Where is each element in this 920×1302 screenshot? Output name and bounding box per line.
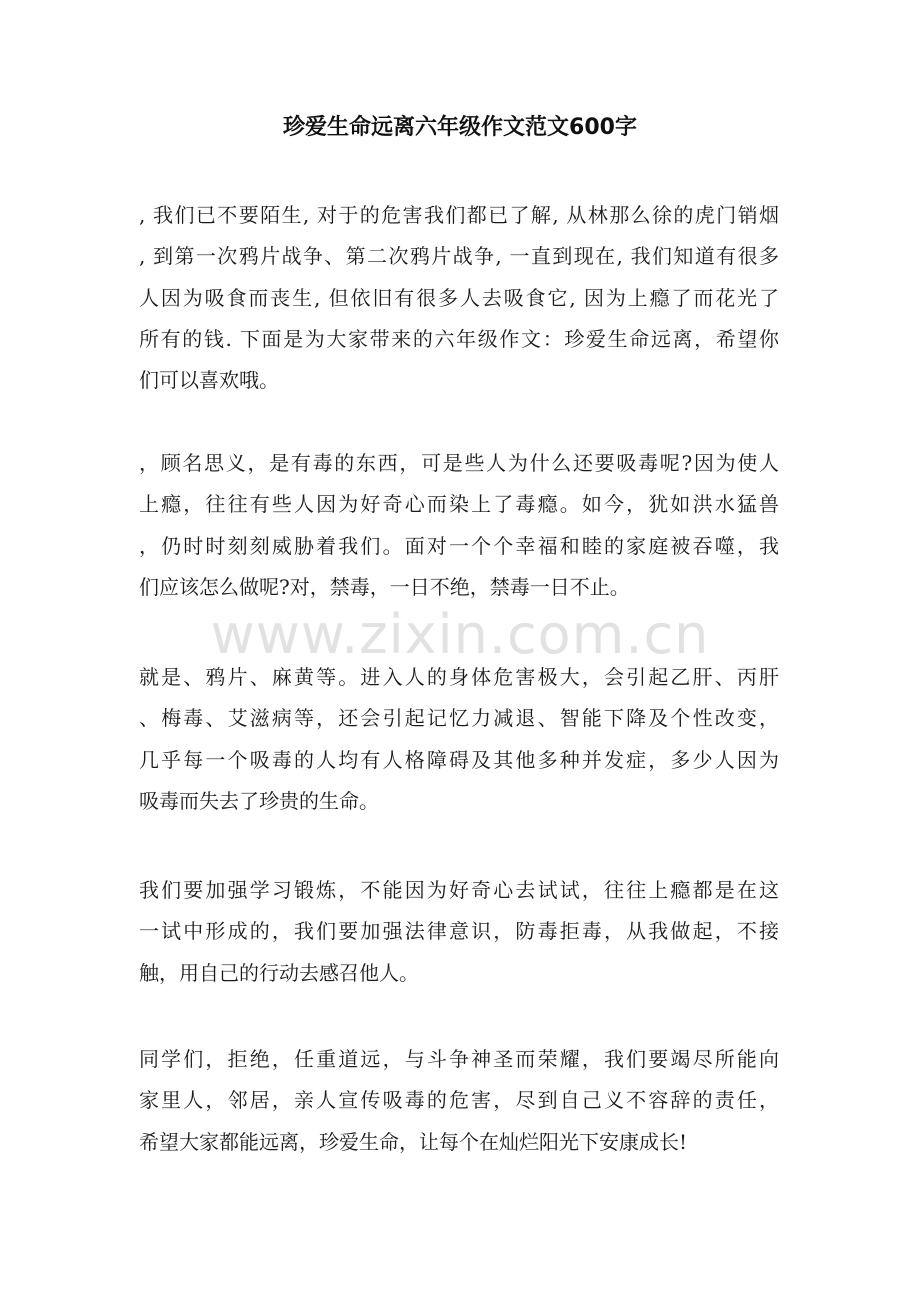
paragraph-5 xyxy=(139,1039,779,1163)
paragraph-line: 们可以喜欢哦。 xyxy=(139,368,279,393)
watermark-text: www.zixin.com.cn xyxy=(210,603,710,666)
paragraph-line: 同学们，拒绝，任重道远，与斗争神圣而荣耀，我们要竭尽所能向 xyxy=(139,1047,779,1071)
paragraph-3 xyxy=(139,657,779,822)
paragraph-line: , 到第一次鸦片战争、第二次鸦片战争, 一直到现在, 我们知道有很多 xyxy=(139,244,779,269)
paragraph-line: 们应该怎么做呢?对，禁毒，一日不绝，禁毒一日不止。 xyxy=(139,574,630,599)
paragraph-line: ，顾名思义，是有毒的东西，可是些人为什么还要吸毒呢?因为使人 xyxy=(139,451,779,475)
paragraph-line: 家里人，邻居，亲人宣传吸毒的危害，尽到自己义不容辞的责任， xyxy=(139,1088,779,1113)
paragraph-line: ，仍时时刻刻威胁着我们。面对一个个幸福和睦的家庭被吞噬，我 xyxy=(139,533,779,558)
paragraph-line: , 我们已不要陌生, 对于的危害我们都已了解, 从林那么徐的虎门销烟 xyxy=(139,203,779,227)
paragraph-line: 上瘾，往往有些人因为好奇心而染上了毒瘾。如今，犹如洪水猛兽 xyxy=(139,492,779,517)
paragraph-line: 人因为吸食而丧生, 但依旧有很多人去吸食它, 因为上瘾了而花光了 xyxy=(139,285,779,310)
paragraph-line: 希望大家都能远离，珍爱生命，让每个在灿烂阳光下安康成长! xyxy=(139,1129,688,1154)
paragraph-line: 、梅毒、艾滋病等，还会引起记忆力减退、智能下降及个性改变， xyxy=(139,706,779,731)
paragraph-line: 我们要加强学习锻炼，不能因为好奇心去试试，往往上瘾都是在这 xyxy=(139,878,779,902)
paragraph-2 xyxy=(139,443,779,608)
paragraph-line: 就是、鸦片、麻黄等。进入人的身体危害极大，会引起乙肝、丙肝 xyxy=(139,665,779,689)
paragraph-line: 几乎每一个吸毒的人均有人格障碍及其他多种并发症，多少人因为 xyxy=(139,747,779,772)
paragraph-line: 一试中形成的，我们要加强法律意识，防毒拒毒，从我做起，不接 xyxy=(139,919,779,944)
paragraph-1 xyxy=(139,195,779,401)
paragraph-line: 触，用自己的行动去感召他人。 xyxy=(139,960,419,985)
paragraph-line: 所有的钱. 下面是为大家带来的六年级作文：珍爱生命远离，希望你 xyxy=(139,326,779,351)
document-title: 珍爱生命远离六年级作文范文600字 xyxy=(283,115,637,140)
paragraph-line: 吸毒而失去了珍贵的生命。 xyxy=(139,788,379,813)
paragraph-4 xyxy=(139,870,779,994)
